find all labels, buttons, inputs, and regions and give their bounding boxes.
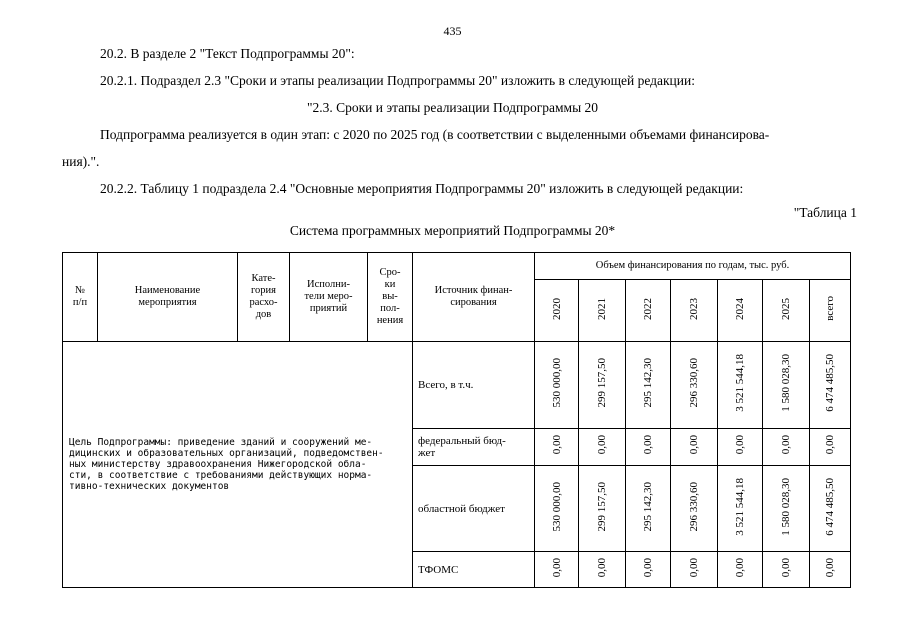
item-20-2-1: 20.2.1. Подраздел 2.3 "Сроки и этапы реализации Подпрограммы 20" изложить в следующей редакции: [100,73,695,88]
value-cell: 0,00 [535,552,579,588]
value-cell: 0,00 [579,552,626,588]
body-paragraph-line-1: Подпрограмма реализуется в один этап: с 2020 по 2025 год (в соответствии с выделенными объемами финансирова- [100,127,770,142]
value-cell: 0,00 [810,552,851,588]
value-cell: 0,00 [535,429,579,466]
value-cell: 295 142,30 [626,466,671,552]
header-year-2020: 2020 [535,280,579,342]
value-cell: 530 000,00 [535,466,579,552]
value-cell: 6 474 485,50 [810,342,851,429]
value-cell: 0,00 [626,429,671,466]
value-cell: 3 521 544,18 [718,342,763,429]
table-row [63,342,851,429]
item-20-2-2: 20.2.2. Таблицу 1 подраздела 2.4 "Основные мероприятия Подпрограммы 20" изложить в следующей редакции: [100,181,744,196]
source-total: Всего, в т.ч. [413,342,535,429]
item-20-2: 20.2. В разделе 2 "Текст Подпрограммы 20": [100,46,355,61]
table-label: "Таблица 1 [793,205,857,220]
source-regional: областной бюджет [413,466,535,552]
header-num: № п/п [63,253,98,342]
value-cell: 6 474 485,50 [810,466,851,552]
header-funding: Объем финансирования по годам, тыс. руб. [535,253,851,280]
value-cell: 0,00 [763,429,810,466]
header-name: Наименование мероприятия [98,253,238,342]
page-number: 435 [443,24,462,38]
value-cell: 0,00 [671,552,718,588]
goal-cell: Цель Подпрограммы: приведение зданий и сооружений ме- дицинских и образовательных организаций, подведомствен- ных министерству здравоохранения Нижегородской обла- сти, в соответствие с требованиями действующих норма- тивно-технических документов [63,342,413,588]
header-year-2024: 2024 [718,280,763,342]
header-source: Источник финан- сирования [413,253,535,342]
value-cell: 0,00 [763,552,810,588]
header-terms: Сро- ки вы- пол- нения [368,253,413,342]
value-cell: 0,00 [626,552,671,588]
header-category: Кате- гория расхо- дов [238,253,290,342]
value-cell: 0,00 [579,429,626,466]
header-year-2022: 2022 [626,280,671,342]
section-heading: "2.3. Сроки и этапы реализации Подпрограммы 20 [306,100,599,115]
program-measures-table [62,252,851,588]
header-year-2021: 2021 [579,280,626,342]
value-cell: 3 521 544,18 [718,466,763,552]
header-executors: Исполни- тели меро- приятий [290,253,368,342]
value-cell: 0,00 [718,429,763,466]
value-cell: 295 142,30 [626,342,671,429]
value-cell: 299 157,50 [579,466,626,552]
value-cell: 296 330,60 [671,342,718,429]
header-total: всего [810,280,851,342]
source-federal: федеральный бюд- жет [413,429,535,466]
value-cell: 530 000,00 [535,342,579,429]
value-cell: 0,00 [718,552,763,588]
body-paragraph-line-2: ния).". [62,154,100,169]
value-cell: 1 580 028,30 [763,466,810,552]
value-cell: 296 330,60 [671,466,718,552]
value-cell: 299 157,50 [579,342,626,429]
value-cell: 1 580 028,30 [763,342,810,429]
table-title: Система программных мероприятий Подпрограммы 20* [289,223,616,238]
value-cell: 0,00 [671,429,718,466]
source-tfoms: ТФОМС [413,552,535,588]
header-year-2025: 2025 [763,280,810,342]
header-year-2023: 2023 [671,280,718,342]
value-cell: 0,00 [810,429,851,466]
